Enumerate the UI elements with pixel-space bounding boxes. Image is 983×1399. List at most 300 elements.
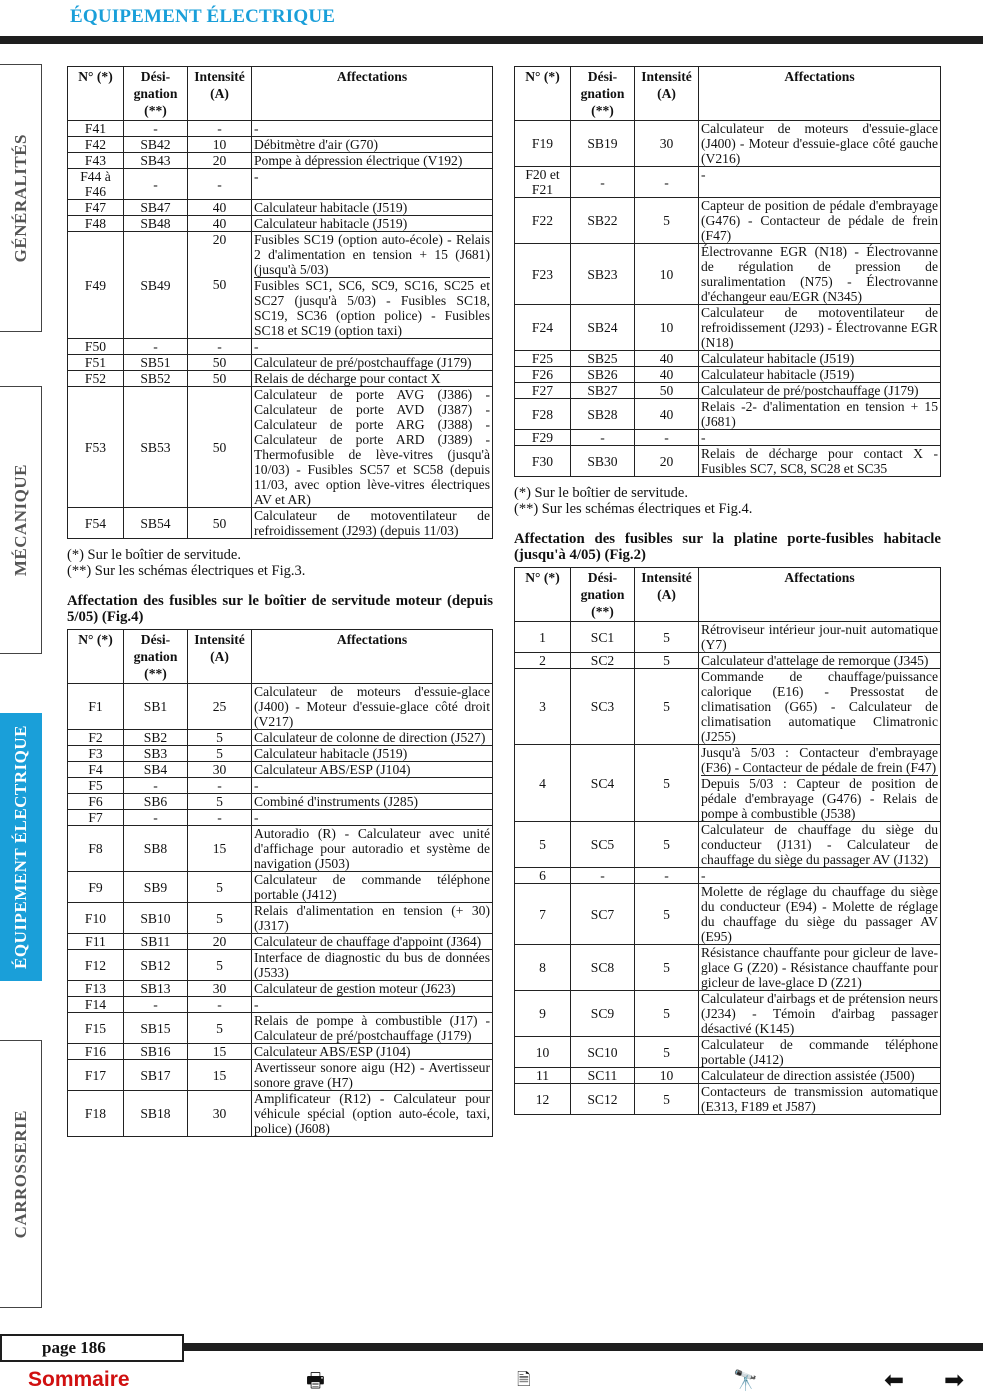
column-header: Dési- gnation (**)	[571, 568, 635, 622]
table-row	[68, 778, 493, 794]
fuse-affectation: Calculateur habitacle (J519)	[699, 351, 941, 367]
fuse-number: F47	[68, 200, 124, 216]
fuse-intensity: 5	[635, 745, 699, 822]
fuse-affectation: Amplificateur (R12) - Calculateur pour véhicule spécial (option auto-école, taxi, police) (J608)	[252, 1091, 493, 1137]
table-row	[68, 1044, 493, 1060]
fuse-designation: -	[124, 169, 188, 200]
fuse-intensity: 30	[188, 981, 252, 997]
footnotes-right	[514, 485, 941, 517]
table-row	[515, 305, 941, 351]
tab-label: CARROSSERIE	[10, 1109, 30, 1239]
fuse-intensity: 10	[635, 1068, 699, 1084]
fuse-designation: SC9	[571, 991, 635, 1037]
tab-label: GÉNÉRALITÉS	[10, 133, 30, 263]
fuse-intensity: 40	[635, 367, 699, 383]
fuse-affectation: Relais de pompe à combustible (J17) - Calculateur de pré/postchauffage (J179)	[252, 1013, 493, 1044]
table-row	[68, 810, 493, 826]
fuse-number: F22	[515, 198, 571, 244]
header-row	[68, 630, 493, 684]
fuse-table-left-top	[67, 66, 493, 539]
tab-equipement-electrique[interactable]	[0, 713, 42, 981]
table-row	[68, 1013, 493, 1044]
fuse-number: F43	[68, 153, 124, 169]
fuse-affectation: Résistance chauffante pour gicleur de lave-glace G (Z20) - Résistance chauffante pour gicleur de lave-glace D (Z21)	[699, 945, 941, 991]
fuse-intensity: 5	[635, 1037, 699, 1068]
fuse-affectation: Pompe à dépression électrique (V192)	[252, 153, 493, 169]
table-row	[68, 746, 493, 762]
fuse-affectation: -	[699, 868, 941, 884]
fuse-intensity: 5	[188, 746, 252, 762]
fuse-intensity: 40	[635, 351, 699, 367]
fuse-designation: SB26	[571, 367, 635, 383]
fuse-affectation: -	[699, 167, 941, 198]
fuse-affectation: Commande de chauffage/puissance calorique (E16) - Pressostat de climatisation (G65) - Calculateur de climatisation automatique Climatronic (J255)	[699, 669, 941, 745]
fuse-affectation: Calculateur habitacle (J519)	[252, 216, 493, 232]
table-row	[68, 934, 493, 950]
fuse-intensity: 50	[188, 387, 252, 508]
fuse-intensity: -	[188, 121, 252, 137]
column-header: N° (*)	[515, 568, 571, 622]
fuse-table-left-bottom	[67, 629, 493, 1137]
table-row	[515, 1084, 941, 1115]
table-header	[68, 630, 493, 684]
table-row	[68, 762, 493, 778]
fuse-number: F17	[68, 1060, 124, 1091]
fuse-intensity: 20	[635, 446, 699, 477]
table-row	[68, 339, 493, 355]
document-search-icon[interactable]: 🗎	[517, 1370, 531, 1390]
column-header: Intensité (A)	[188, 67, 252, 121]
fuse-number: F13	[68, 981, 124, 997]
column-header: Dési- gnation (**)	[571, 67, 635, 121]
fuse-number: 4	[515, 745, 571, 822]
fuse-affectation	[699, 745, 941, 822]
fuse-number: F20 et F21	[515, 167, 571, 198]
fuse-number: 8	[515, 945, 571, 991]
fuse-designation: SB9	[124, 872, 188, 903]
right-column	[514, 66, 941, 1115]
fuse-affectation: Calculateur de chauffage du siège du conducteur (J131) - Calculateur de chauffage du siège du passager AV (J132)	[699, 822, 941, 868]
arrow-left-icon[interactable]: ⬅	[884, 1366, 905, 1394]
fuse-affectation: Calculateur habitacle (J519)	[252, 746, 493, 762]
affectation-part: Fusibles SC19 (option auto-école) - Relais 2 d'alimentation en tension + 15 (J681) (jusqu'à 5/03)	[254, 232, 490, 277]
fuse-designation: SC5	[571, 822, 635, 868]
fuse-intensity: -	[635, 868, 699, 884]
fuse-affectation: Calculateur de motoventilateur de refroidissement (J293) - Électrovanne EGR (N18)	[699, 305, 941, 351]
fuse-number: F23	[515, 244, 571, 305]
fuse-affectation: Calculateur de pré/postchauffage (J179)	[252, 355, 493, 371]
table-row	[515, 1037, 941, 1068]
fuse-number: F5	[68, 778, 124, 794]
fuse-affectation: Rétroviseur intérieur jour-nuit automatique (Y7)	[699, 622, 941, 653]
header-row	[515, 568, 941, 622]
column-header: N° (*)	[68, 67, 124, 121]
footnote: (*) Sur le boîtier de servitude.	[514, 485, 688, 501]
fuse-affectation: Molette de réglage du chauffage du siège du conducteur (E94) - Molette de réglage du chauffage du siège du passager AV (E95)	[699, 884, 941, 945]
fuse-affectation: Calculateur de commande téléphone portable (J412)	[699, 1037, 941, 1068]
column-header: Intensité (A)	[635, 67, 699, 121]
fuse-number: F11	[68, 934, 124, 950]
fuse-affectation: Calculateur d'attelage de remorque (J345)	[699, 653, 941, 669]
table-row	[68, 216, 493, 232]
fuse-designation: SC4	[571, 745, 635, 822]
table-row	[68, 981, 493, 997]
column-header: Dési- gnation (**)	[124, 630, 188, 684]
fuse-affectation: Calculateur d'airbags et de prétension neurs (J234) - Témoin d'airbag passager désactivé (K145)	[699, 991, 941, 1037]
fuse-intensity: -	[188, 169, 252, 200]
fuse-designation: SB17	[124, 1060, 188, 1091]
fuse-intensity: 5	[635, 945, 699, 991]
fuse-number: F19	[515, 121, 571, 167]
fuse-intensity: 50	[188, 371, 252, 387]
fuse-designation: SB49	[124, 232, 188, 339]
page-title: ÉQUIPEMENT ÉLECTRIQUE	[70, 6, 336, 27]
fuse-intensity: 15	[188, 1044, 252, 1060]
fuse-number: 11	[515, 1068, 571, 1084]
fuse-affectation: -	[252, 997, 493, 1013]
fuse-affectation: Calculateur de colonne de direction (J527)	[252, 730, 493, 746]
sommaire-link[interactable]: Sommaire	[28, 1368, 130, 1391]
fuse-table-right-top	[514, 66, 941, 477]
fuse-designation: SB53	[124, 387, 188, 508]
header-row	[515, 67, 941, 121]
fuse-intensity: 5	[635, 622, 699, 653]
fuse-number: F51	[68, 355, 124, 371]
fuse-intensity: 5	[188, 794, 252, 810]
fuse-number: 5	[515, 822, 571, 868]
fuse-affectation: -	[252, 121, 493, 137]
fuse-affectation: Autoradio (R) - Calculateur avec unité d'affichage pour autoradio et système de navigation (J503)	[252, 826, 493, 872]
fuse-intensity: 40	[188, 216, 252, 232]
fuse-affectation: Calculateur de commande téléphone portable (J412)	[252, 872, 493, 903]
fuse-affectation: Calculateur de gestion moteur (J623)	[252, 981, 493, 997]
column-header: Affectations	[252, 67, 493, 121]
fuse-number: F28	[515, 399, 571, 430]
column-header: Affectations	[252, 630, 493, 684]
fuse-intensity: 5	[188, 1013, 252, 1044]
table-row	[68, 153, 493, 169]
fuse-table-right-bottom	[514, 567, 941, 1115]
fuse-intensity: -	[635, 167, 699, 198]
arrow-right-icon[interactable]: ➡	[944, 1366, 965, 1394]
fuse-designation: -	[571, 167, 635, 198]
fuse-intensity: 5	[635, 669, 699, 745]
table-row	[515, 430, 941, 446]
footnote: (*) Sur le boîtier de servitude.	[67, 547, 241, 563]
fuse-number: 12	[515, 1084, 571, 1115]
fuse-affectation: Relais de décharge pour contact X - Fusibles SC7, SC8, SC28 et SC35	[699, 446, 941, 477]
fuse-number: 3	[515, 669, 571, 745]
fuse-designation: SB6	[124, 794, 188, 810]
table-row	[515, 167, 941, 198]
table-row	[515, 121, 941, 167]
header-row	[68, 67, 493, 121]
tab-mecanique[interactable]	[0, 386, 42, 654]
tab-label: ÉQUIPEMENT ÉLECTRIQUE	[10, 725, 30, 969]
fuse-number: F29	[515, 430, 571, 446]
fuse-intensity: 5	[188, 730, 252, 746]
fuse-designation: SB12	[124, 950, 188, 981]
fuse-number: 7	[515, 884, 571, 945]
fuse-affectation: Capteur de position de pédale d'embrayage (G476) - Contacteur de pédale de frein (F47)	[699, 198, 941, 244]
fuse-number: F53	[68, 387, 124, 508]
left-column	[67, 66, 493, 1137]
table-row	[515, 399, 941, 430]
binoculars-icon[interactable]: 🔭	[733, 1368, 758, 1392]
page-number: page 186	[0, 1334, 184, 1362]
fuse-number: F7	[68, 810, 124, 826]
fuse-affectation: Relais de décharge pour contact X	[252, 371, 493, 387]
fuse-designation: -	[124, 778, 188, 794]
fuse-affectation: Relais -2- d'alimentation en tension + 15 (J681)	[699, 399, 941, 430]
fuse-intensity: 20	[188, 934, 252, 950]
fuse-affectation: Contacteurs de transmission automatique (E313, F189 et J587)	[699, 1084, 941, 1115]
fuse-number: F16	[68, 1044, 124, 1060]
fuse-number: F27	[515, 383, 571, 399]
fuse-number: F9	[68, 872, 124, 903]
fuse-designation: SB22	[571, 198, 635, 244]
fuse-number: 2	[515, 653, 571, 669]
fuse-intensity: 20	[188, 153, 252, 169]
fuse-intensity: 30	[188, 762, 252, 778]
fuse-affectation: -	[252, 778, 493, 794]
fuse-affectation: Calculateur de porte AVG (J386) - Calculateur de porte AVD (J387) - Calculateur de porte ARG (J388) - Calculateur de porte ARD (J389) - Thermofusible de lève-vitres (jusqu'à 10/03) - Fusibles SC57 et SC58 (depuis 11/03, avec option lève-vitres électriques AV et AR)	[252, 387, 493, 508]
fuse-designation: -	[124, 121, 188, 137]
table-row	[515, 745, 941, 822]
fuse-intensity: 5	[188, 903, 252, 934]
table-row	[68, 137, 493, 153]
fuse-affectation: Calculateur ABS/ESP (J104)	[252, 762, 493, 778]
fuse-designation: SB16	[124, 1044, 188, 1060]
column-header: Affectations	[699, 67, 941, 121]
table-row	[68, 200, 493, 216]
table-row	[68, 387, 493, 508]
fuse-designation: SB25	[571, 351, 635, 367]
table-row	[68, 730, 493, 746]
fuse-number: F49	[68, 232, 124, 339]
fuse-intensity: 5	[635, 1084, 699, 1115]
fuse-intensity: 20 50	[188, 232, 252, 339]
fuse-number: F2	[68, 730, 124, 746]
table-row	[515, 198, 941, 244]
fuse-designation: SB24	[571, 305, 635, 351]
fuse-designation: -	[124, 997, 188, 1013]
fuse-designation: SB51	[124, 355, 188, 371]
fuse-intensity: 5	[635, 198, 699, 244]
fuse-number: F14	[68, 997, 124, 1013]
fuse-intensity: 10	[635, 244, 699, 305]
fuse-intensity: -	[188, 339, 252, 355]
fuse-designation: SC12	[571, 1084, 635, 1115]
table-row	[68, 950, 493, 981]
tab-generalites[interactable]	[0, 64, 42, 332]
fuse-number: 1	[515, 622, 571, 653]
fuse-designation: SC11	[571, 1068, 635, 1084]
fuse-number: F25	[515, 351, 571, 367]
table-header	[515, 568, 941, 622]
table-row	[515, 367, 941, 383]
fuse-designation: SB42	[124, 137, 188, 153]
fuse-designation: SC7	[571, 884, 635, 945]
footnotes-left	[67, 547, 493, 579]
fuse-number: F42	[68, 137, 124, 153]
fuse-designation: SB47	[124, 200, 188, 216]
fuse-designation: -	[571, 430, 635, 446]
fuse-affectation: Calculateur de motoventilateur de refroidissement (J293) (depuis 11/03)	[252, 508, 493, 539]
print-icon[interactable]: 🖶	[306, 1368, 325, 1392]
table-row	[68, 371, 493, 387]
table-row	[515, 991, 941, 1037]
fuse-intensity: 5	[635, 991, 699, 1037]
fuse-designation: SB15	[124, 1013, 188, 1044]
fuse-number: F18	[68, 1091, 124, 1137]
column-header: N° (*)	[68, 630, 124, 684]
fuse-designation: SB28	[571, 399, 635, 430]
fuse-affectation: Calculateur ABS/ESP (J104)	[252, 1044, 493, 1060]
fuse-designation: -	[571, 868, 635, 884]
fuse-designation: SB52	[124, 371, 188, 387]
table-row	[515, 822, 941, 868]
table-row	[68, 872, 493, 903]
table-row	[68, 826, 493, 872]
fuse-number: F26	[515, 367, 571, 383]
header-bar	[0, 36, 983, 44]
fuse-number: F3	[68, 746, 124, 762]
fuse-designation: SB3	[124, 746, 188, 762]
fuse-intensity: 15	[188, 1060, 252, 1091]
table-row	[68, 355, 493, 371]
fuse-intensity: 40	[635, 399, 699, 430]
table-row	[68, 1091, 493, 1137]
table-row	[515, 653, 941, 669]
fuse-affectation: Calculateur habitacle (J519)	[699, 367, 941, 383]
fuse-affectation: -	[252, 810, 493, 826]
table-row	[515, 669, 941, 745]
fuse-intensity: 50	[635, 383, 699, 399]
table-row	[515, 1068, 941, 1084]
column-header: N° (*)	[515, 67, 571, 121]
fuse-affectation: -	[252, 339, 493, 355]
table-row	[68, 169, 493, 200]
affectation-part: Jusqu'à 5/03 : Contacteur d'embrayage (F36) - Contacteur de pédale de frein (F47)	[701, 745, 938, 775]
fuse-number: 6	[515, 868, 571, 884]
fuse-number: F50	[68, 339, 124, 355]
column-header: Dési- gnation (**)	[124, 67, 188, 121]
fuse-intensity: 15	[188, 826, 252, 872]
fuse-number: F4	[68, 762, 124, 778]
fuse-intensity: 10	[188, 137, 252, 153]
fuse-affectation: Relais d'alimentation en tension (+ 30) (J317)	[252, 903, 493, 934]
fuse-number: F15	[68, 1013, 124, 1044]
table-header	[515, 67, 941, 121]
fuse-number: F6	[68, 794, 124, 810]
table-row	[68, 794, 493, 810]
fuse-intensity: 5	[188, 950, 252, 981]
table-row	[515, 446, 941, 477]
fuse-affectation: -	[699, 430, 941, 446]
fuse-affectation: Combiné d'instruments (J285)	[252, 794, 493, 810]
fuse-designation: SB54	[124, 508, 188, 539]
fuse-affectation: Débitmètre d'air (G70)	[252, 137, 493, 153]
footnote: (**) Sur les schémas électriques et Fig.3.	[67, 563, 306, 579]
fuse-designation: SC1	[571, 622, 635, 653]
column-header: Intensité (A)	[188, 630, 252, 684]
fuse-designation: SB19	[571, 121, 635, 167]
fuse-affectation: Calculateur de moteurs d'essuie-glace (J400) - Moteur d'essuie-glace côté gauche (V216)	[699, 121, 941, 167]
fuse-number: 10	[515, 1037, 571, 1068]
fuse-designation: SB30	[571, 446, 635, 477]
fuse-designation: SB4	[124, 762, 188, 778]
fuse-number: F30	[515, 446, 571, 477]
fuse-designation: SB43	[124, 153, 188, 169]
fuse-number: F41	[68, 121, 124, 137]
fuse-designation: SB8	[124, 826, 188, 872]
fuse-affectation: Calculateur de direction assistée (J500)	[699, 1068, 941, 1084]
tab-carrosserie[interactable]	[0, 1040, 42, 1308]
footnote: (**) Sur les schémas électriques et Fig.4.	[514, 501, 753, 517]
table-row	[68, 997, 493, 1013]
fuse-intensity: 5	[635, 822, 699, 868]
fuse-designation: SB2	[124, 730, 188, 746]
fuse-intensity: -	[188, 810, 252, 826]
fuse-intensity: 25	[188, 684, 252, 730]
fuse-designation: -	[124, 339, 188, 355]
tab-label: MÉCANIQUE	[10, 463, 30, 577]
fuse-designation: SB1	[124, 684, 188, 730]
fuse-number: F24	[515, 305, 571, 351]
fuse-intensity: 50	[188, 355, 252, 371]
section-heading-left: Affectation des fusibles sur le boîtier de servitude moteur (depuis 5/05) (Fig.4)	[67, 593, 493, 625]
fuse-intensity: 10	[635, 305, 699, 351]
fuse-affectation: Interface de diagnostic du bus de données (J533)	[252, 950, 493, 981]
table-row	[515, 884, 941, 945]
fuse-intensity: 50	[188, 508, 252, 539]
fuse-designation: SC2	[571, 653, 635, 669]
fuse-intensity: -	[188, 997, 252, 1013]
fuse-number: F12	[68, 950, 124, 981]
table-row	[515, 244, 941, 305]
table-header	[68, 67, 493, 121]
table-row	[68, 684, 493, 730]
fuse-designation: SC10	[571, 1037, 635, 1068]
table-row	[515, 351, 941, 367]
fuse-designation: SB13	[124, 981, 188, 997]
fuse-intensity: 5	[188, 872, 252, 903]
fuse-number: F8	[68, 826, 124, 872]
table-row	[68, 508, 493, 539]
table-row	[68, 1060, 493, 1091]
fuse-affectation: Calculateur habitacle (J519)	[252, 200, 493, 216]
table-row	[68, 232, 493, 339]
table-row	[515, 945, 941, 991]
fuse-affectation: Électrovanne EGR (N18) - Électrovanne de régulation de pression de suralimentation (N75) - Électrovanne d'échangeur eau/EGR (N345)	[699, 244, 941, 305]
fuse-designation: SB11	[124, 934, 188, 950]
fuse-number: F44 à F46	[68, 169, 124, 200]
fuse-number: F48	[68, 216, 124, 232]
fuse-designation: SB10	[124, 903, 188, 934]
fuse-designation: -	[124, 810, 188, 826]
fuse-intensity: 5	[635, 884, 699, 945]
fuse-designation: SB48	[124, 216, 188, 232]
fuse-designation: SB18	[124, 1091, 188, 1137]
column-header: Affectations	[699, 568, 941, 622]
fuse-affectation: Calculateur de pré/postchauffage (J179)	[699, 383, 941, 399]
fuse-number: F10	[68, 903, 124, 934]
table-row	[515, 868, 941, 884]
fuse-designation: SB23	[571, 244, 635, 305]
fuse-affectation: Calculateur de moteurs d'essuie-glace (J400) - Moteur d'essuie-glace côté droit (V217)	[252, 684, 493, 730]
fuse-number: F54	[68, 508, 124, 539]
